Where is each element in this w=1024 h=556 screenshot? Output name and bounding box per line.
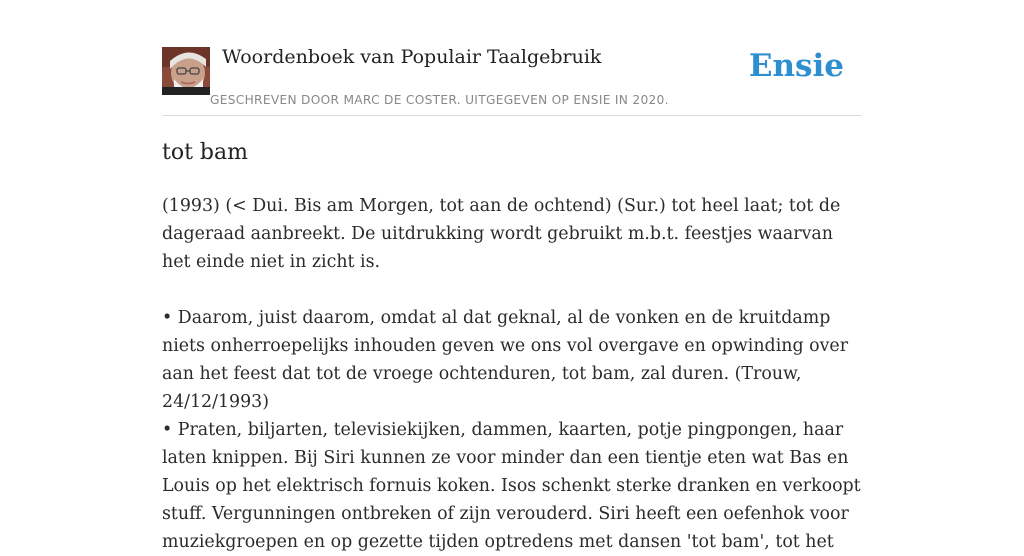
book-title[interactable]: Woordenboek van Populair Taalgebruik [222, 46, 602, 68]
entry-definition: (1993) (< Dui. Bis am Morgen, tot aan de ochtend) (Sur.) tot heel laat; tot de dageraad aanbreekt. De uitdrukking wordt gebruikt m.b.t. feestjes waarvan het einde niet in zicht is. [162, 196, 841, 272]
entry-title: tot bam [162, 140, 248, 165]
example-quote: • Praten, biljarten, televisiekijken, dammen, kaarten, potje pingpongen, haar laten knippen. Bij Siri kunnen ze voor minder dan een tientje eten wat Bas en Louis op het elektrisch fornuis koken. Isos schenkt sterke dranken en verkoopt stuff. Vergunningen ontbreken of zijn verouderd. Siri heeft een oefenhok voor muziekgroepen en op gezette tijden optredens met dansen 'tot bam', tot het [162, 420, 861, 552]
byline: GESCHREVEN DOOR MARC DE COSTER. UITGEGEVEN OP ENSIE IN 2020. [210, 93, 669, 107]
author-portrait-icon [162, 47, 210, 95]
author-avatar[interactable] [162, 47, 210, 95]
ensie-logo[interactable]: Ensie [748, 48, 844, 84]
entry-body [162, 192, 862, 556]
example-quote: • Daarom, juist daarom, omdat al dat geknal, al de vonken en de kruitdamp niets onherroepelijks inhouden geven we ons vol overgave en opwinding over aan het feest dat tot de vroege ochtenduren, tot bam, zal duren. (Trouw, 24/12/1993) [162, 308, 849, 412]
dictionary-header [162, 44, 862, 116]
